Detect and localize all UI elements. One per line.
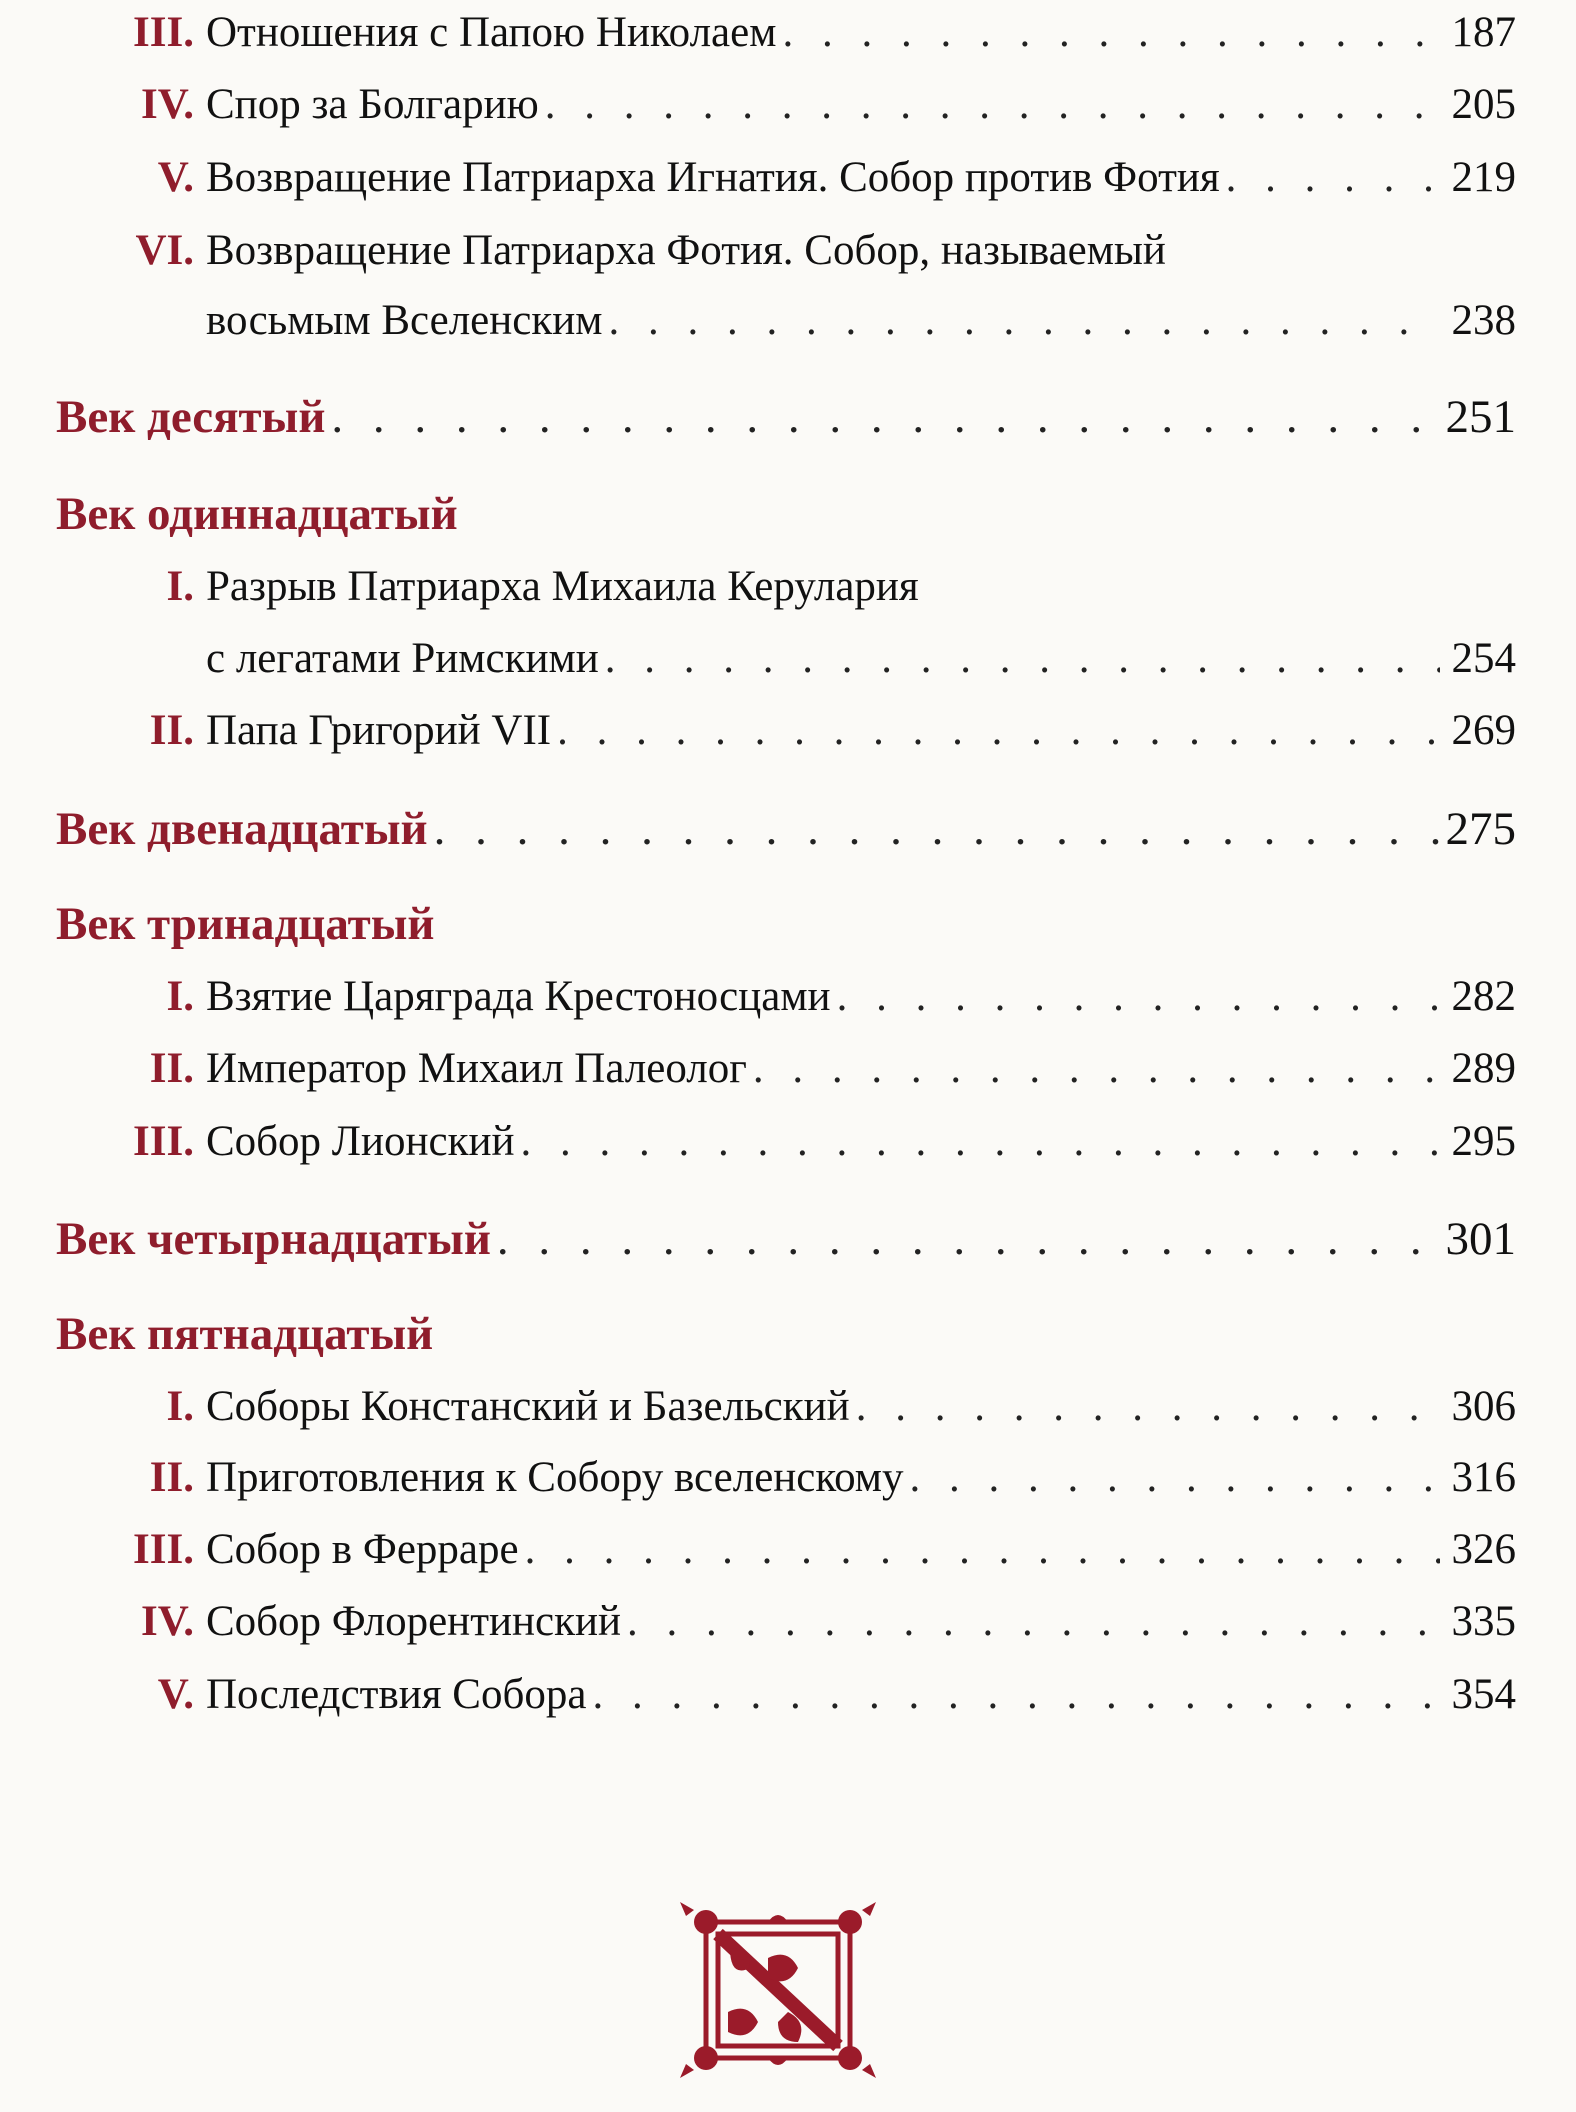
chapter-row [56,634,1516,694]
chapter-title: Собор в Ферраре [206,1526,519,1573]
dot-leader [434,802,1440,856]
chapter-row [56,296,1516,356]
chapter-title: Разрыв Патриарха Михаила Керулария [206,563,919,610]
dot-leader [837,972,1440,1021]
dot-leader [753,1044,1440,1093]
chapter-number: IV. [141,1598,194,1645]
chapter-row [56,1044,1516,1104]
chapter-row [56,1525,1516,1585]
dot-leader [545,80,1440,129]
chapter-title: Спор за Болгарию [206,81,539,128]
page-number: 205 [1451,81,1516,128]
chapter-row [56,153,1516,213]
century-heading-row [56,1307,1516,1367]
century-title: Век двенадцатый [56,803,428,855]
page-number: 219 [1451,154,1516,201]
chapter-title: Папа Григорий VII [206,707,552,754]
dot-leader [592,1670,1440,1719]
chapter-number: II. [149,707,194,754]
chapter-title: Собор Лионский [206,1118,515,1165]
dot-leader [910,1453,1441,1502]
century-heading-row [56,1212,1516,1272]
chapter-number: I. [166,973,194,1020]
page-number: 295 [1451,1118,1516,1165]
century-title: Век тринадцатый [56,898,435,950]
chapter-row [56,1382,1516,1442]
century-title: Век четырнадцатый [56,1213,491,1265]
chapter-number: V. [157,1671,194,1718]
chapter-row [56,562,1516,622]
page-number: 326 [1451,1526,1516,1573]
chapter-number: IV. [141,81,194,128]
page-number: 254 [1451,635,1516,682]
page-number: 301 [1445,1213,1516,1265]
page-number: 354 [1451,1671,1516,1718]
chapter-title: Собор Флорентинский [206,1598,622,1645]
dot-leader [1226,153,1440,202]
chapter-row [56,8,1516,68]
publisher-mark-icon [668,1892,888,2082]
chapter-title: Возвращение Патриарха Игнатия. Собор против Фотия [206,154,1220,201]
page-number: 251 [1445,391,1516,443]
chapter-row [56,1453,1516,1513]
chapter-row [56,1597,1516,1657]
dot-leader [627,1597,1440,1646]
chapter-title: Соборы Констанский и Базельский [206,1383,850,1430]
chapter-number: V. [157,154,194,201]
chapter-row [56,226,1516,286]
page-number: 238 [1451,297,1516,344]
century-heading-row [56,897,1516,957]
page-number: 275 [1445,803,1516,855]
dot-leader [605,634,1440,683]
chapter-row [56,1117,1516,1177]
chapter-title: Император Михаил Палеолог [206,1045,747,1092]
page-number: 289 [1451,1045,1516,1092]
chapter-row [56,1670,1516,1730]
chapter-row [56,972,1516,1032]
chapter-number: III. [133,1118,194,1165]
dot-leader [521,1117,1441,1166]
page-number: 316 [1451,1454,1516,1501]
chapter-number: III. [133,9,194,56]
century-title: Век одиннадцатый [56,488,458,540]
page-number: 335 [1451,1598,1516,1645]
dot-leader [608,296,1440,345]
chapter-title: Последствия Собора [206,1671,587,1718]
century-title: Век пятнадцатый [56,1308,434,1360]
dot-leader [782,8,1440,57]
chapter-title: с легатами Римскими [206,635,599,682]
chapter-row [56,80,1516,140]
chapter-number: VI. [135,227,194,274]
page-number: 269 [1451,707,1516,754]
century-heading-row [56,802,1516,862]
chapter-title: Возвращение Патриарха Фотия. Собор, называемый [206,227,1166,274]
chapter-title: Приготовления к Собору вселенскому [206,1454,904,1501]
dot-leader [331,390,1439,444]
page-number: 187 [1451,9,1516,56]
dot-leader [557,706,1440,755]
page-number: 282 [1451,973,1516,1020]
page-number: 306 [1451,1383,1516,1430]
dot-leader [525,1525,1440,1574]
chapter-title: Отношения с Папою Николаем [206,9,777,56]
dot-leader [856,1382,1440,1431]
chapter-number: I. [166,563,194,610]
chapter-number: II. [149,1045,194,1092]
chapter-title: восьмым Вселенским [206,297,603,344]
chapter-number: III. [133,1526,194,1573]
century-heading-row [56,390,1516,450]
century-heading-row [56,487,1516,547]
dot-leader [497,1212,1440,1266]
chapter-title: Взятие Царяграда Крестоносцами [206,973,831,1020]
chapter-row [56,706,1516,766]
century-title: Век десятый [56,391,326,443]
chapter-number: II. [149,1454,194,1501]
chapter-number: I. [166,1383,194,1430]
